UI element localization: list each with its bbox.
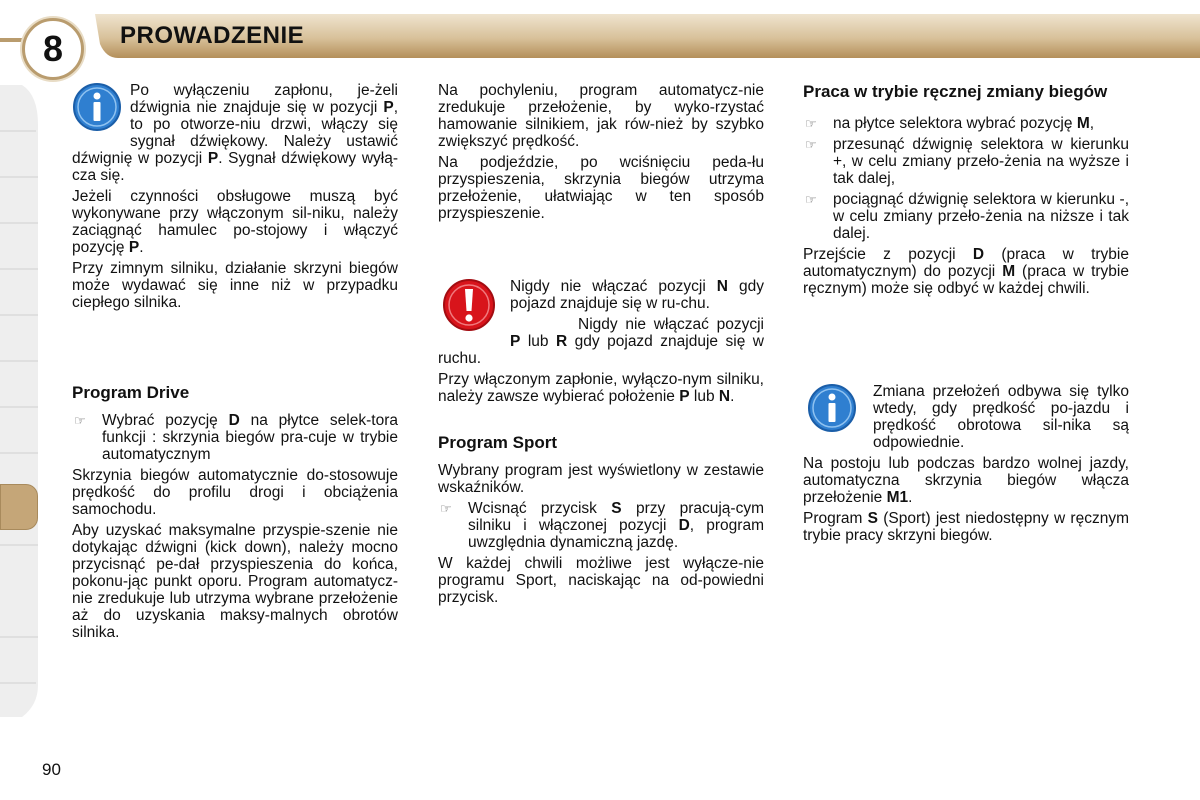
paragraph-m1: Na postoju lub podczas bardzo wolnej jazdy, automatyczna skrzynia biegów włącza przełożenie M1. (803, 455, 1129, 506)
paragraph-sport-off: W każdej chwili możliwe jest wyłącze-nie programu Sport, naciskając na od-powiedni przycisk. (438, 555, 764, 606)
paragraph-sport-unavailable: Program S (Sport) jest niedostępny w ręcznym trybie pracy skrzyni biegów. (803, 510, 1129, 544)
paragraph-ignition-on: Przy włączonym zapłonie, wyłączo-nym silniku, należy zawsze wybierać położenie P lub N. (438, 371, 764, 405)
info-paragraph-text: Po wyłączeniu zapłonu, je-żeli dźwignia nie znajduje się w pozycji P, to po otworze-niu drzwi, włączy się sygnał dźwiękowy. Należy ustawić dźwignię w pozycji P. Sygnał dźwiękowy wyłą-cza się. (72, 82, 398, 184)
warning-note (438, 278, 764, 367)
info-note-ignition (72, 82, 398, 184)
pointing-hand-icon: ☞ (805, 137, 817, 152)
paragraph-sport-display: Wybrany program jest wyświetlony w zestawie wskaźników. (438, 462, 764, 496)
heading-program-drive: Program Drive (72, 383, 190, 402)
bullet-shift-up: ☞ przesunąć dźwignię selektora w kierunku +, w celu zmiany przeło-żenia na wyższe i tak dalej, (805, 136, 1129, 187)
paragraph-uphill: Na podjeździe, po wciśnięciu peda-łu przyspieszenia, skrzynia biegów utrzyma przełożenie, ułatwiając w ten sposób przyspieszenie. (438, 154, 764, 222)
bullet-press-s: ☞ Wcisnąć przycisk S przy pracują-cym silniku i włączonej pozycji D, program uwzględnia dynamiczną jazdę. (440, 500, 764, 551)
paragraph-kick-down: Aby uzyskać maksymalne przyspie-szenie nie dotykając dźwigni (kick down), należy mocno przycisnąć pe-dał przyspieszenia do końca, pokonu-jąc punkt oporu. Program automatycz-nie zredukuje lub utrzyma wybrane przełożenie aż do uzyskania maksy-malnych obrotów silnika. (72, 522, 398, 641)
pointing-hand-icon: ☞ (440, 501, 452, 516)
paragraph-maintenance: Jeżeli czynności obsługowe muszą być wykonywane przy włączonym sil-niku, należy zaciągnąć hamulec po-stojowy i włączyć pozycję P. (72, 188, 398, 256)
info-icon (807, 383, 857, 437)
chapter-number-badge: 8 (22, 18, 84, 80)
info-icon (72, 82, 122, 136)
paragraph-adapts-speed: Skrzynia biegów automatycznie do-stosowuje prędkość do profilu drogi i obciążenia samochodu. (72, 467, 398, 518)
page-title: PROWADZENIE (120, 22, 305, 49)
chapter-side-tabs (0, 85, 40, 717)
bullet-shift-down: ☞ pociągnąć dźwignię selektora w kierunku -, w celu zmiany przeło-żenia na niższe i tak dalej. (805, 191, 1129, 242)
column-3 (803, 82, 1129, 548)
heading-manual-mode: Praca w trybie ręcznej zmiany biegów (803, 82, 1108, 101)
paragraph-downhill: Na pochyleniu, program automatycz-nie zredukuje przełożenie, by wyko-rzystać hamowanie silnikiem, jak rów-nież by szybko zwiększyć prędkość. (438, 82, 764, 150)
paragraph-cold-engine: Przy zimnym silniku, działanie skrzyni biegów może wydawać się inne niż w przypadku ciepłego silnika. (72, 260, 398, 311)
heading-program-sport: Program Sport (438, 433, 558, 452)
warning-icon (442, 278, 496, 336)
column-2 (438, 82, 764, 610)
paragraph-d-to-m: Przejście z pozycji D (praca w trybie automatycznym) do pozycji M (praca w trybie ręcznym) może się odbyć w każdej chwili. (803, 246, 1129, 297)
pointing-hand-icon: ☞ (805, 192, 817, 207)
bullet-select-d: ☞ Wybrać pozycję D na płytce selek-tora funkcji : skrzynia biegów pra-cuje w trybie automatycznym (74, 412, 398, 463)
column-1 (72, 82, 398, 645)
bullet-select-m: ☞ na płytce selektora wybrać pozycję M, (805, 115, 1095, 132)
pointing-hand-icon: ☞ (805, 116, 817, 131)
warning-text-park-reverse: Nigdy nie włączać pozycji P lub R gdy pojazd znajduje się w ruchu. (438, 316, 764, 367)
info-note-gear-change (803, 383, 1129, 451)
pointing-hand-icon: ☞ (74, 413, 86, 428)
warning-text-neutral: Nigdy nie włączać pozycji N gdy pojazd znajduje się w ru-chu. (510, 278, 764, 312)
page-number: 90 (42, 760, 61, 779)
active-chapter-tab[interactable] (0, 484, 38, 530)
info-gear-change-text: Zmiana przełożeń odbywa się tylko wtedy, gdy prędkość po-jazdu i prędkość obrotowa sil-nika są odpowiednie. (873, 383, 1129, 451)
